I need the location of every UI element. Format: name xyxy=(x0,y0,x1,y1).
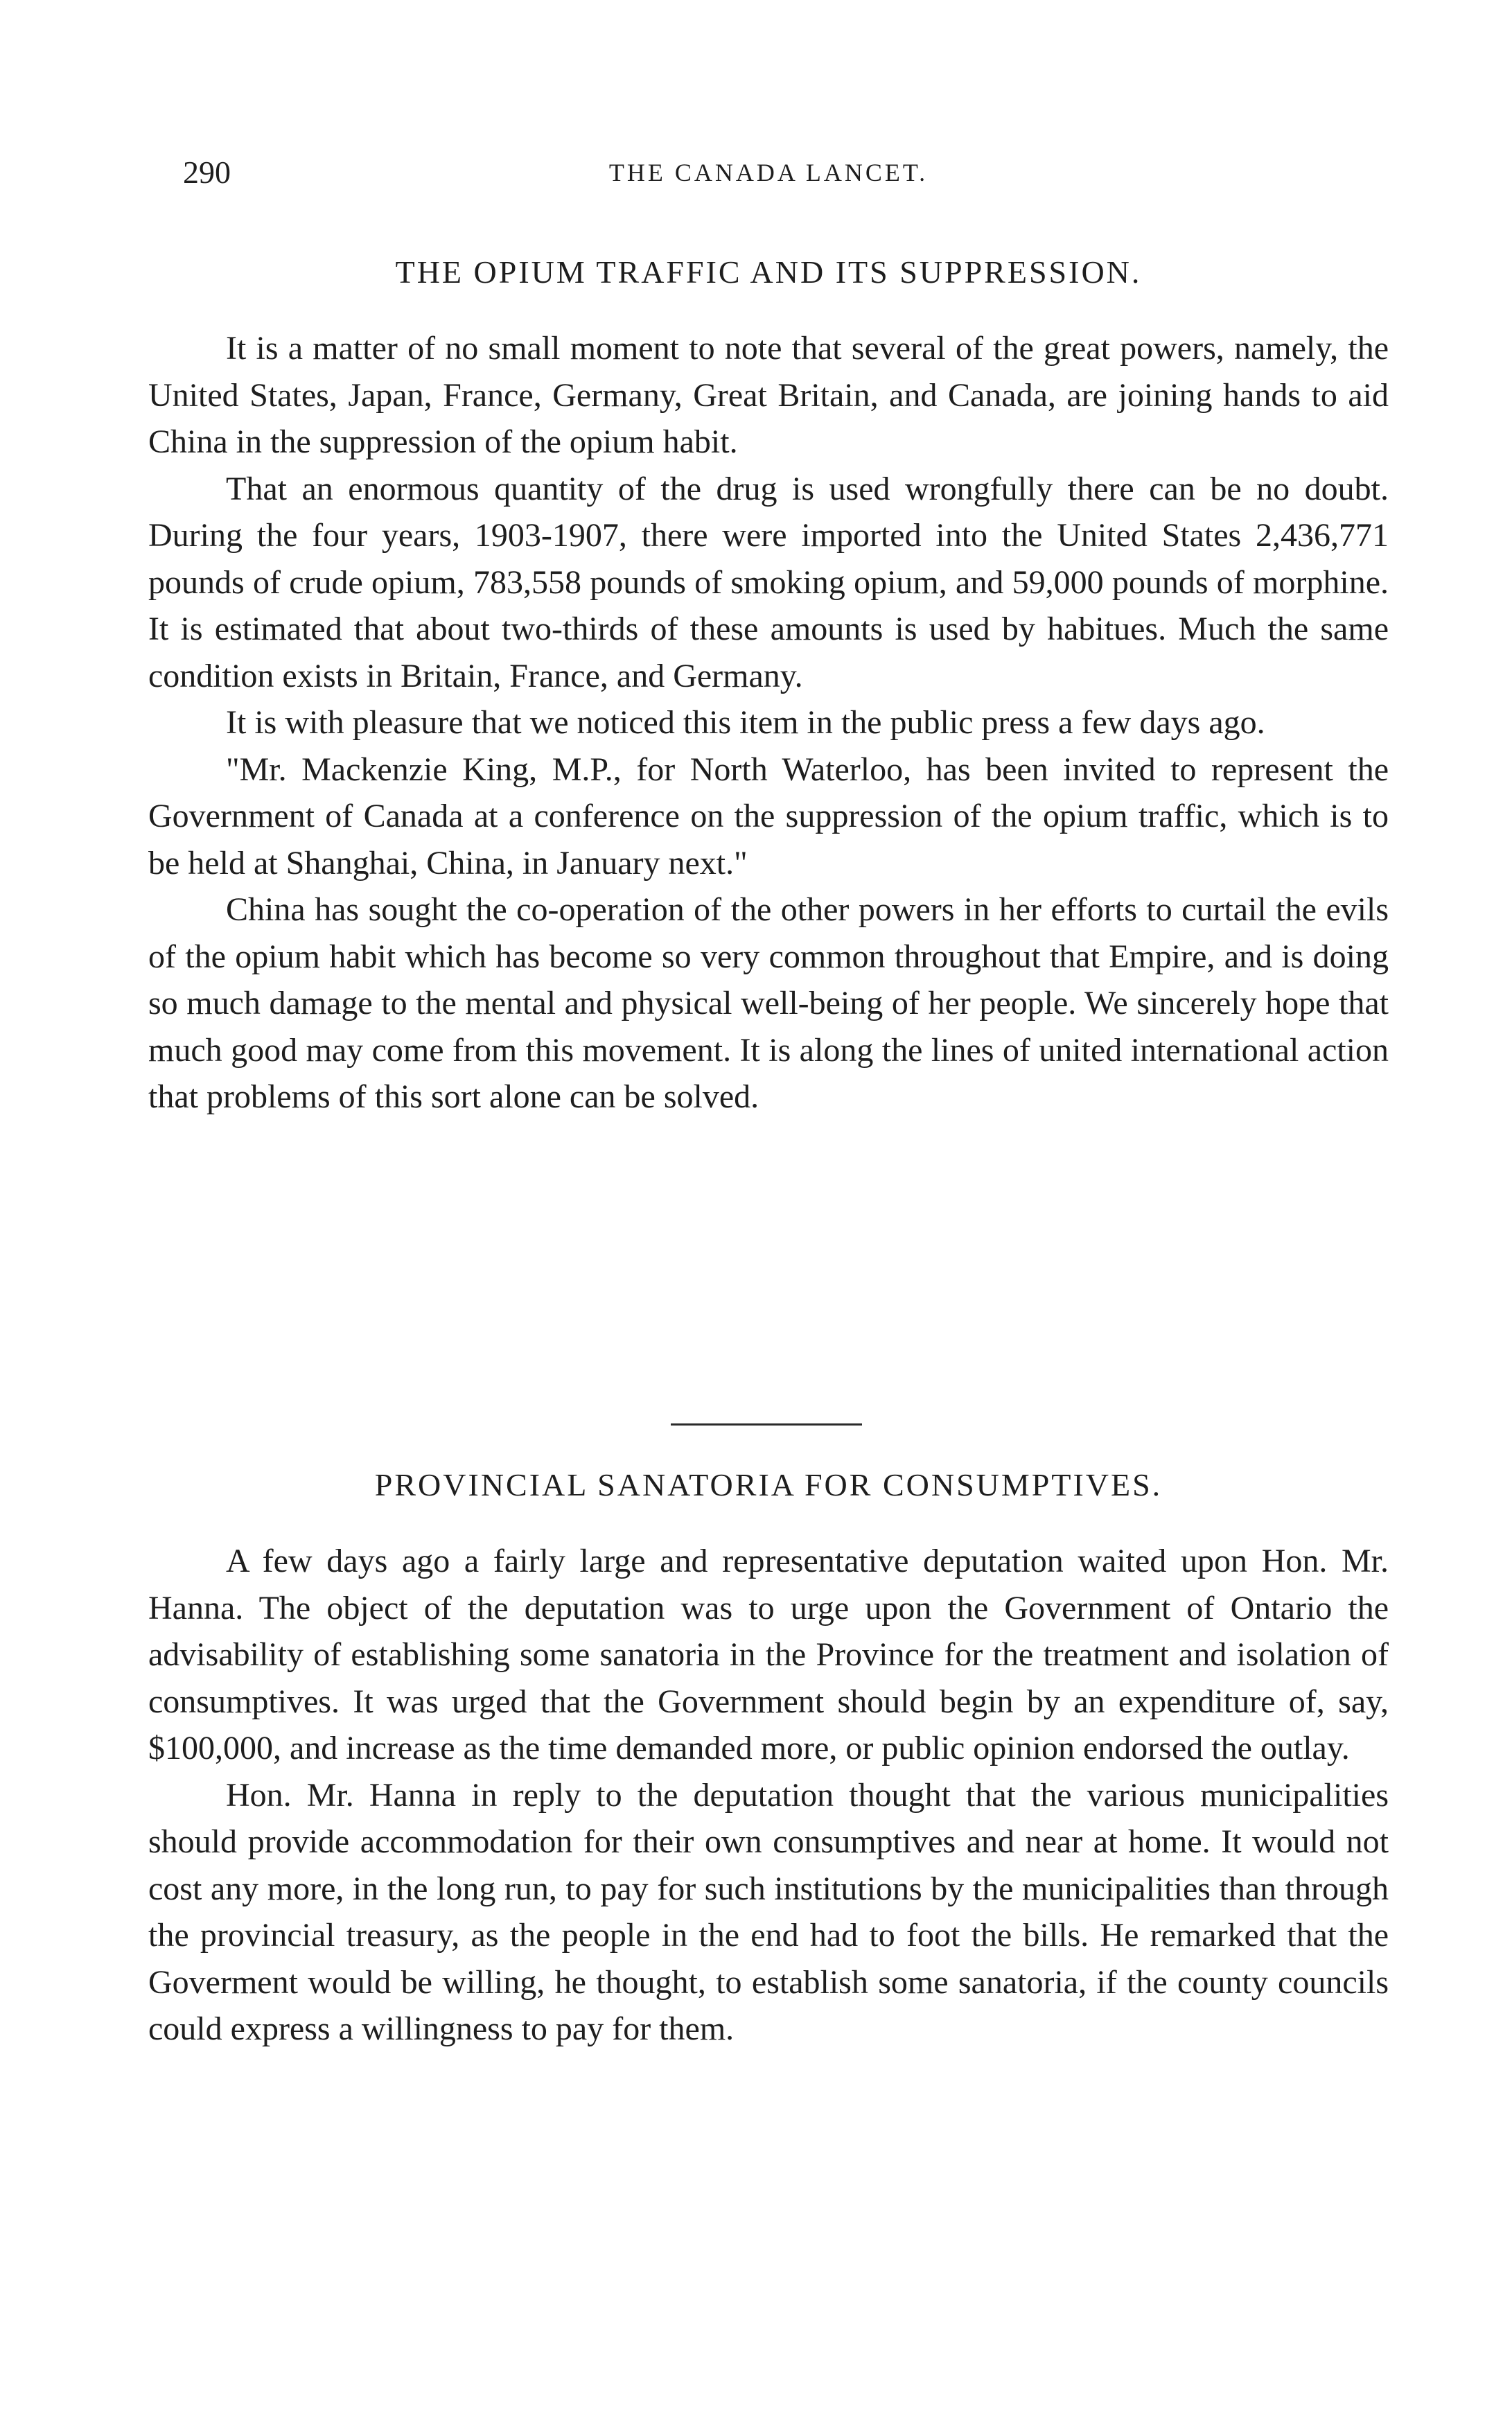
article-title: PROVINCIAL SANATORIA FOR CONSUMPTIVES. xyxy=(374,1467,1163,1502)
article-paragraph: Hon. Mr. Hanna in reply to the deputation thought that the various municipalities should provide accommodation for their own consumptives and near at home. It would not cost any more, in the long run, to pay for such institutions by the municipalities than through the provincial treasury, as the people in the end had to foot the bills. He remarked that the Goverment would be willing, he thought, to establish some sanatoria, if the county councils could express a willingness to pay for them. xyxy=(148,1776,1389,2047)
article-paragraph: China has sought the co-operation of the other powers in her efforts to curtail the evils of the opium habit which has become so very common throughout that Empire, and is doing so much damage to the mental and physical well-being of her people. We sincerely hope that much good may come from this movement. It is along the lines of united international action that problems of this sort alone can be solved. xyxy=(148,891,1389,1115)
running-head xyxy=(148,154,1389,195)
article-paragraph: It is with pleasure that we noticed this item in the public press a few days ago. xyxy=(226,704,1265,741)
article-title: THE OPIUM TRAFFIC AND ITS SUPPRESSION. xyxy=(395,254,1142,290)
article-provincial-sanatoria xyxy=(148,1466,1389,2053)
section-divider xyxy=(671,1423,862,1426)
page-number: 290 xyxy=(183,155,231,190)
journal-title: THE CANADA LANCET. xyxy=(608,159,929,186)
article-paragraph: "Mr. Mackenzie King, M.P., for North Waterloo, has been invited to represent the Government of Canada at a conference on the suppression of the opium traffic, which is to be held at Shanghai, China, in January next." xyxy=(148,751,1389,882)
article-paragraph: It is a matter of no small moment to note that several of the great powers, namely, the United States, Japan, France, Germany, Great Britain, and Canada, are joining hands to aid China in the suppression of the opium habit. xyxy=(148,330,1389,460)
article-paragraph: A few days ago a fairly large and representative deputation waited upon Hon. Mr. Hanna. The object of the deputation was to urge upon the Government of Ontario the advisability of establishing some sanatoria in the Province for the treatment and isolation of consumptives. It was urged that the Government should begin by an expenditure of, say, $100,000, and increase as the time demanded more, or public opinion endorsed the outlay. xyxy=(148,1543,1389,1766)
article-opium-traffic xyxy=(148,253,1389,1121)
article-paragraph: That an enormous quantity of the drug is used wrongfully there can be no doubt. During the four years, 1903-1907, there were imported into the United States 2,436,771 pounds of crude opium, 783,558 pounds of smoking opium, and 59,000 pounds of morphine. It is estimated that about two-thirds of these amounts is used by habitues. Much the same condition exists in Britain, France, and Germany. xyxy=(148,470,1389,694)
